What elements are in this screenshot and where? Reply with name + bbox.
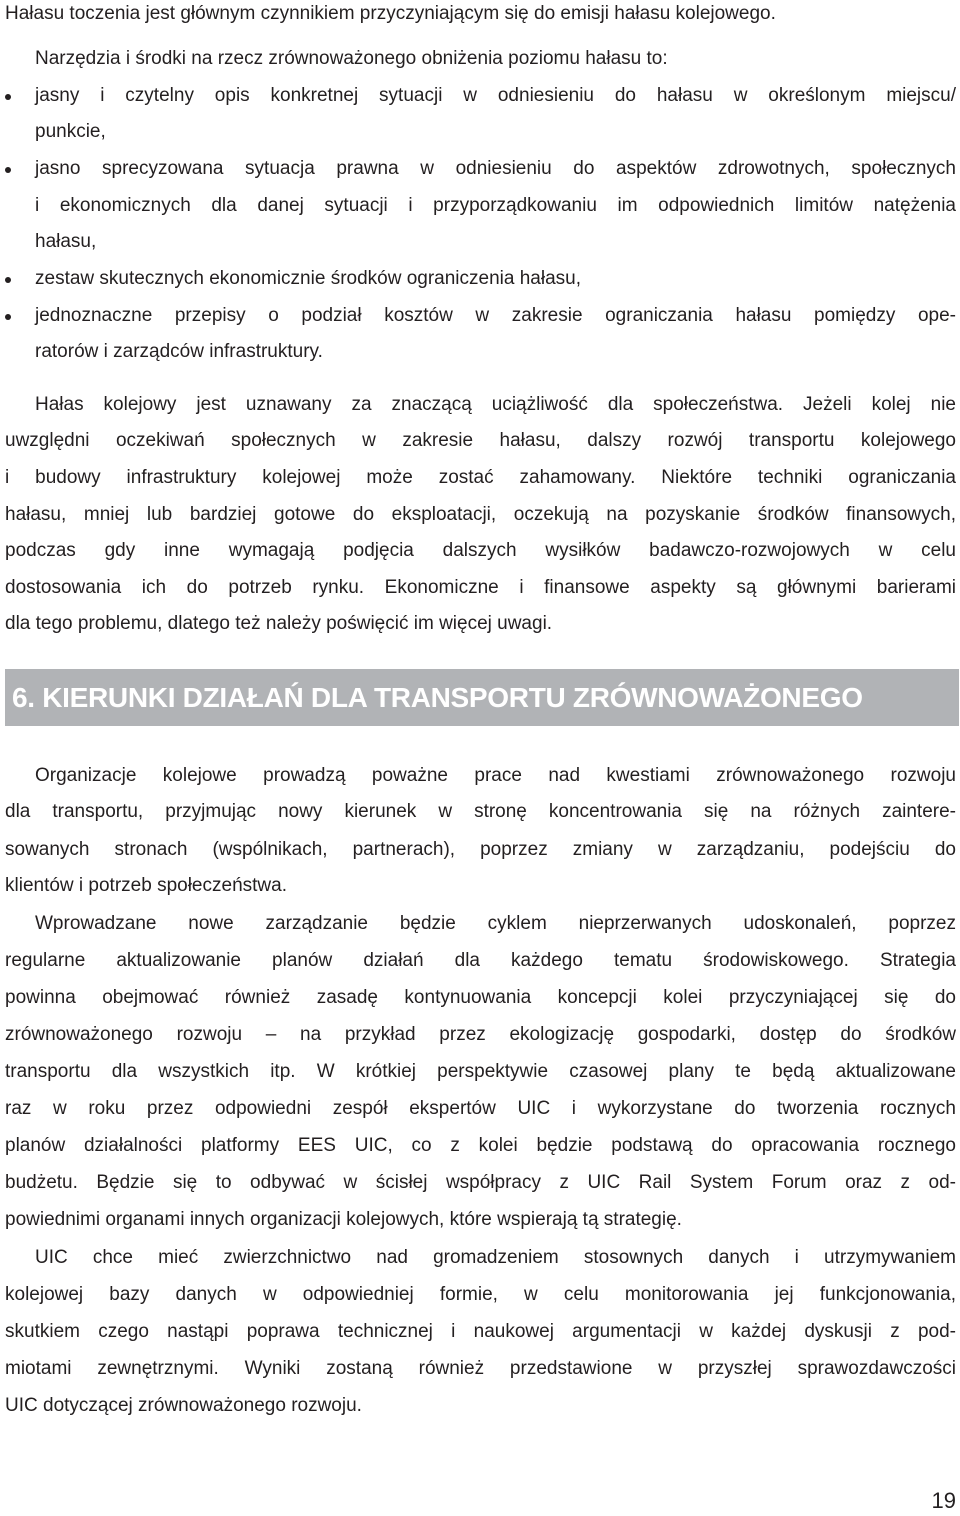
page-number: 19: [931, 1488, 956, 1513]
paragraph-line: dostosowania ich do potrzeb rynku. Ekonomiczne i finansowe aspekty są głównymi barierami: [5, 577, 956, 598]
paragraph-line: podczas gdy inne wymagają podjęcia dalszych wysiłków badawczo-rozwojowych w celu: [5, 540, 956, 561]
list-item: [5, 304, 956, 328]
paragraph-line: transportu dla wszystkich itp. W krótkiej perspektywie czasowej plany te będą aktualizowane: [5, 1061, 956, 1082]
bullet-icon: [5, 314, 11, 320]
paragraph-line: Organizacje kolejowe prowadzą poważne prace nad kwestiami zrównoważonego rozwoju: [35, 765, 956, 786]
intro-line: Hałasu toczenia jest głównym czynnikiem przyczyniającym się do emisji hałasu kolejowego.: [5, 3, 776, 24]
list-item: [5, 84, 956, 108]
paragraph-line: uwzględni oczekiwań społecznych w zakresie hałasu, dalszy rozwój transportu kolejowego: [5, 430, 956, 451]
paragraph-line: miotami zewnętrznymi. Wyniki zostaną również przedstawione w przyszłej sprawozdawczości: [5, 1358, 956, 1379]
paragraph-line: dla tego problemu, dlatego też należy poświęcić im więcej uwagi.: [5, 613, 553, 634]
list-item: [5, 157, 956, 181]
paragraph-line: UIC chce mieć zwierzchnictwo nad gromadzeniem stosownych danych i utrzymywaniem: [35, 1247, 956, 1268]
paragraph-line: Wprowadzane nowe zarządzanie będzie cyklem nieprzerwanych udoskonaleń, poprzez: [35, 913, 956, 934]
list-item: [5, 267, 956, 291]
paragraph-line: Hałas kolejowy jest uznawany za znaczącą uciążliwość dla społeczeństwa. Jeżeli kolej nie: [35, 394, 956, 415]
paragraph-line: powinna obejmować również zasadę kontynuowania koncepcji kolei przyczyniającej się do: [5, 987, 956, 1008]
list-item-text: jasno sprecyzowana sytuacja prawna w odniesieniu do aspektów zdrowotnych, społecznych: [35, 158, 956, 179]
list-item-text: zestaw skutecznych ekonomicznie środków ograniczenia hałasu,: [35, 268, 581, 289]
section-heading: 6. KIERUNKI DZIAŁAŃ DLA TRANSPORTU ZRÓWNOWAŻONEGO: [12, 682, 863, 713]
list-item-text: jasny i czytelny opis konkretnej sytuacji w odniesieniu do hałasu w określonym miejscu/: [35, 85, 956, 106]
paragraph-line: powiednimi organami innych organizacji kolejowych, które wspierają tą strategię.: [5, 1209, 682, 1230]
paragraph-line: kolejowej bazy danych w odpowiedniej formie, w celu monitorowania jej funkcjonowania,: [5, 1284, 956, 1305]
list-item-continuation: i ekonomicznych dla danej sytuacji i przyporządkowaniu im odpowiednich limitów natężenia: [35, 195, 956, 216]
paragraph-line: raz w roku przez odpowiedni zespół ekspertów UIC i wykorzystane do tworzenia rocznych: [5, 1098, 956, 1119]
list-item-continuation: punkcie,: [35, 121, 106, 142]
paragraph-line: budżetu. Będzie się to odbywać w ścisłej współpracy z UIC Rail System Forum oraz z od-: [5, 1172, 956, 1193]
paragraph-line: dla transportu, przyjmując nowy kierunek w stronę koncentrowania się na różnych zaintere-: [5, 801, 956, 822]
intro-line: Narzędzia i środki na rzecz zrównoważonego obniżenia poziomu hałasu to:: [35, 48, 668, 69]
paragraph-line: UIC dotyczącej zrównoważonego rozwoju.: [5, 1395, 362, 1416]
paragraph-line: klientów i potrzeb społeczeństwa.: [5, 875, 287, 896]
paragraph-line: zrównoważonego rozwoju – na przykład przez ekologizację gospodarki, dostęp do środków: [5, 1024, 956, 1045]
paragraph-line: regularne aktualizowanie planów działań dla każdego tematu środowiskowego. Strategia: [5, 950, 956, 971]
paragraph-line: hałasu, mniej lub bardziej gotowe do eksploatacji, oczekują na pozyskanie środków finansowych,: [5, 504, 956, 525]
paragraph-line: i budowy infrastruktury kolejowej może zostać zahamowany. Niektóre techniki ograniczania: [5, 467, 956, 488]
list-item-continuation: hałasu,: [35, 231, 97, 252]
bullet-icon: [5, 167, 11, 173]
paragraph-line: planów działalności platformy EES UIC, co z kolei będzie podstawą do opracowania rocznego: [5, 1135, 956, 1156]
bullet-icon: [5, 277, 11, 283]
bullet-icon: [5, 94, 11, 100]
paragraph-line: skutkiem czego nastąpi poprawa technicznej i naukowej argumentacji w każdej dyskusji z pod-: [5, 1321, 956, 1342]
section-heading-bar: [5, 669, 959, 726]
list-item-continuation: ratorów i zarządców infrastruktury.: [35, 341, 323, 362]
paragraph-line: sowanych stronach (wspólnikach, partnerach), poprzez zmiany w zarządzaniu, podejściu do: [5, 839, 956, 860]
list-item-text: jednoznaczne przepisy o podział kosztów w zakresie ograniczania hałasu pomiędzy ope-: [35, 305, 956, 326]
